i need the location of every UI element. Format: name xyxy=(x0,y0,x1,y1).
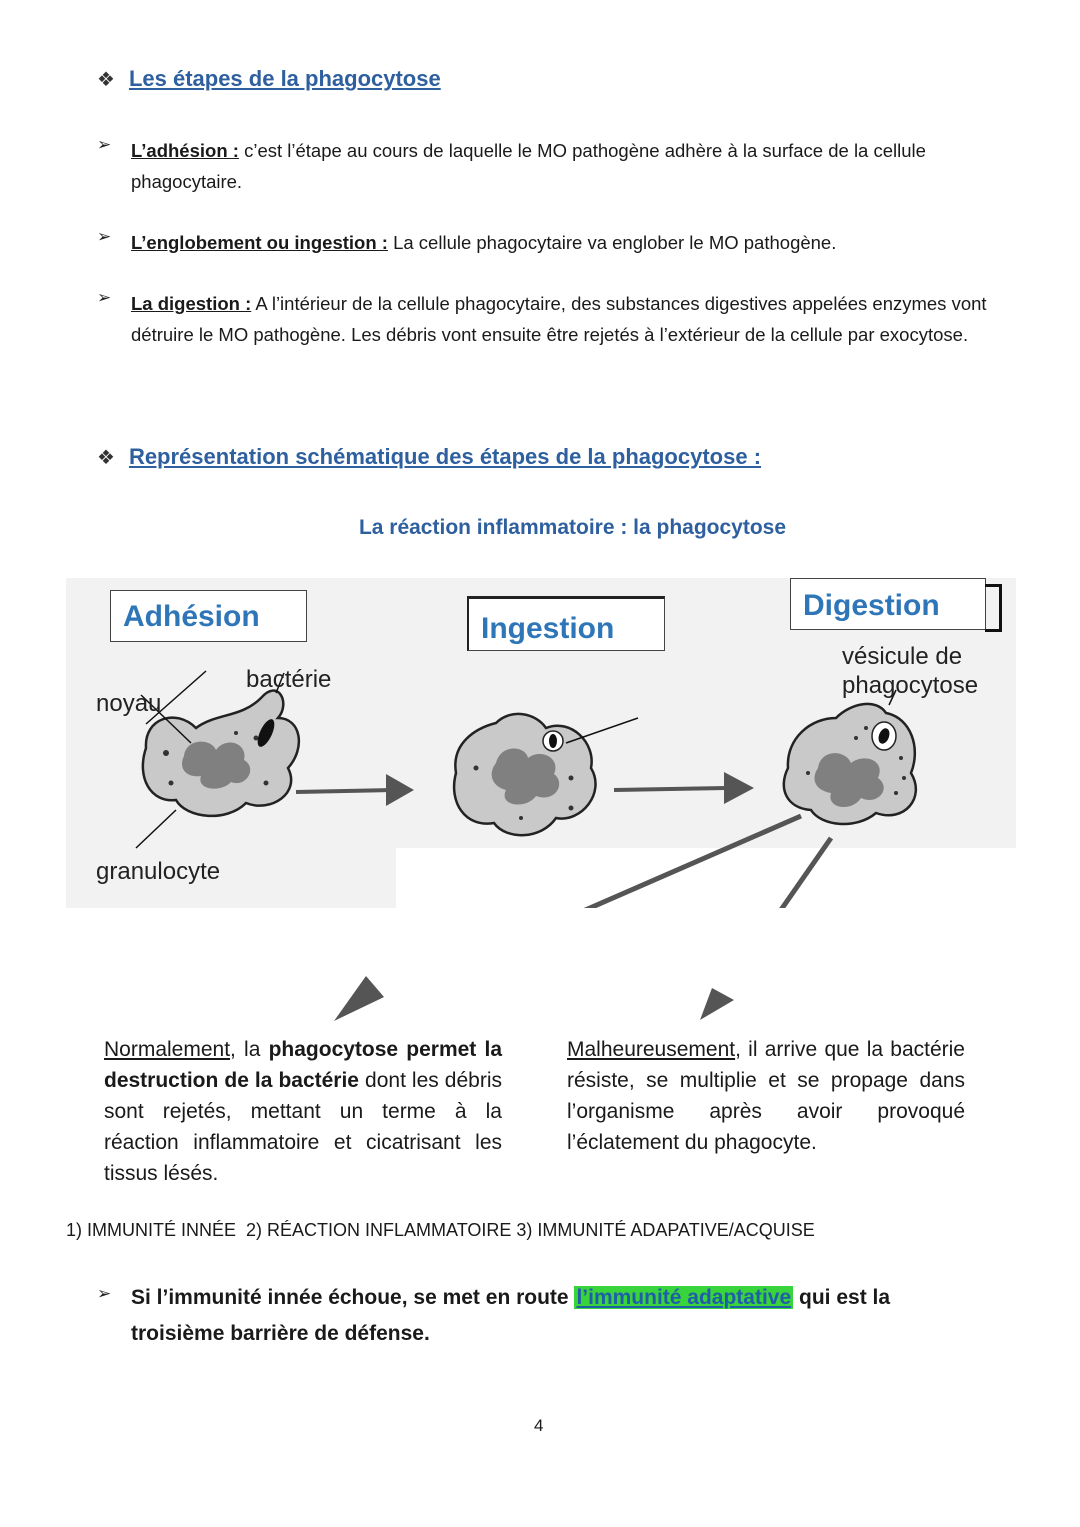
bullet-digestion xyxy=(97,288,997,350)
outcome-arrowheads xyxy=(0,900,1080,1040)
diamond-bullet-icon: ❖ xyxy=(97,447,115,469)
digestion-box: Digestion xyxy=(790,578,986,630)
section-title: Les étapes de la phagocytose xyxy=(128,66,441,91)
outcome-failure-lead: Malheureusement xyxy=(567,1038,736,1061)
diamond-bullet-icon: ❖ xyxy=(97,69,115,91)
label-vesicule: vésicule de phagocytose xyxy=(842,643,979,699)
text-ingestion: La cellule phagocytaire va englober le MO pathogène. xyxy=(387,232,837,253)
arrow-bullet-icon: ➢ xyxy=(97,227,112,246)
label-bacterie: bactérie xyxy=(246,666,332,693)
ingestion-box: Ingestion xyxy=(467,596,665,651)
figure-title: La réaction inflammatoire : la phagocytose xyxy=(358,516,787,539)
section-heading-etapes xyxy=(97,66,441,92)
bullet-adhesion xyxy=(97,135,997,197)
arrow-bullet-icon: ➢ xyxy=(97,135,112,154)
bullet-ingestion xyxy=(97,227,997,258)
term-digestion: La digestion : xyxy=(131,293,252,314)
outcome-normal-lead: Normalement xyxy=(104,1038,231,1061)
label-noyau: noyau xyxy=(96,690,162,717)
arrow-bullet-icon: ➢ xyxy=(97,288,112,307)
section-heading-representation xyxy=(97,444,761,470)
label-granulocyte: granulocyte xyxy=(96,858,221,885)
arrow-bullet-icon: ➢ xyxy=(97,1284,112,1303)
page-number: 4 xyxy=(534,1416,544,1435)
outcome-failure: Malheureusement, il arrive que la bactérie résiste, se multiplie et se propage dans l’organisme après avoir provoqué l’éclatement du phagocyte. xyxy=(567,1038,965,1154)
text-digestion: A l’intérieur de la cellule phagocytaire, des substances digestives appelées enzymes vont détruire le MO pathogène. Les débris vont ensuite être rejetés à l’extérieur de la cellule par exocytose. xyxy=(131,293,987,345)
immunity-sequence: 1) IMMUNITÉ INNÉE 2) RÉACTION INFLAMMATOIRE 3) IMMUNITÉ ADAPATIVE/ACQUISE xyxy=(66,1220,815,1240)
conclusion-bullet: ➢ Si l’immunité innée échoue, se met en route l’immunité adaptative qui est la troisième barrière de défense. xyxy=(97,1284,891,1345)
text-adhesion: c’est l’étape au cours de laquelle le MO pathogène adhère à la surface de la cellule phagocytaire. xyxy=(131,140,926,192)
digestion-box-bracket xyxy=(985,584,1002,632)
section-title-2: Représentation schématique des étapes de la phagocytose : xyxy=(128,444,762,469)
term-adhesion: L’adhésion : xyxy=(131,140,239,161)
adhesion-box: Adhésion xyxy=(110,590,307,642)
highlight-adaptive-immunity: l’immunité adaptative xyxy=(576,1286,792,1309)
outcome-normal: Normalement, la phagocytose permet la destruction de la bactérie dont les débris sont rejetés, mettant un terme à la réaction inflammatoire et cicatrisant les tissus lésés. xyxy=(104,1038,502,1185)
term-ingestion: L’englobement ou ingestion : xyxy=(131,232,388,253)
phagocytosis-figure xyxy=(66,578,1016,908)
outcome-normal-bold: phagocytose permet la destruction de la bactérie xyxy=(104,1038,502,1092)
bacteria-2 xyxy=(549,734,557,748)
